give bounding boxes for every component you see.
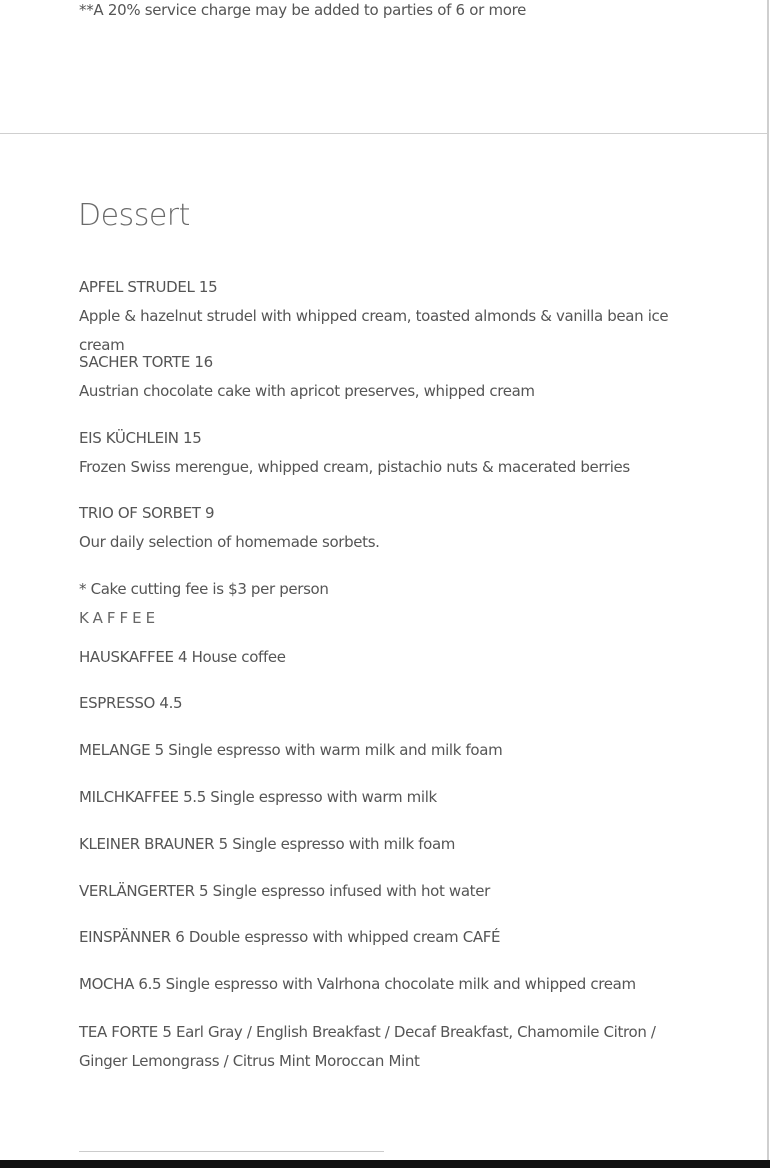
menu-item-description: Apple & hazelnut strudel with whipped cream, toasted almonds & vanilla bean ice cream <box>79 307 669 354</box>
service-charge-note: **A 20% service charge may be added to parties of 6 or more <box>79 1 527 19</box>
coffee-item: MILCHKAFFEE 5.5 Single espresso with warm milk <box>79 788 437 806</box>
section-divider <box>0 133 768 134</box>
coffee-item: MOCHA 6.5 Single espresso with Valrhona chocolate milk and whipped cream <box>79 975 636 993</box>
coffee-item: KLEINER BRAUNER 5 Single espresso with milk foam <box>79 835 456 853</box>
footer-rule <box>79 1151 384 1152</box>
kaffee-heading: KAFFEE <box>79 609 160 627</box>
coffee-item: HAUSKAFFEE 4 House coffee <box>79 648 286 666</box>
menu-item-name: APFEL STRUDEL 15 <box>79 278 218 296</box>
dessert-title: Dessert <box>78 198 190 233</box>
cake-cutting-note: * Cake cutting fee is $3 per person <box>79 580 329 598</box>
menu-item-name: TRIO OF SORBET 9 <box>79 504 215 522</box>
coffee-item: ESPRESSO 4.5 <box>79 694 183 712</box>
coffee-item: EINSPÄNNER 6 Double espresso with whipped cream CAFÉ <box>79 928 501 946</box>
menu-item <box>79 273 699 360</box>
coffee-item: MELANGE 5 Single espresso with warm milk and milk foam <box>79 741 503 759</box>
menu-item <box>79 499 699 557</box>
menu-item-description: Our daily selection of homemade sorbets. <box>79 533 380 551</box>
footer-bar <box>0 1160 770 1168</box>
menu-item-name: EIS KÜCHLEIN 15 <box>79 429 202 447</box>
tea-item: TEA FORTE 5 Earl Gray / English Breakfast / Decaf Breakfast, Chamomile Citron / Ginger Lemongrass / Citrus Mint Moroccan Mint <box>79 1023 656 1070</box>
coffee-item: VERLÄNGERTER 5 Single espresso infused with hot water <box>79 882 490 900</box>
menu-item <box>79 348 699 406</box>
menu-item-name: SACHER TORTE 16 <box>79 353 213 371</box>
menu-item <box>79 424 699 482</box>
menu-item-description: Austrian chocolate cake with apricot preserves, whipped cream <box>79 382 535 400</box>
menu-item-description: Frozen Swiss merengue, whipped cream, pistachio nuts & macerated berries <box>79 458 630 476</box>
